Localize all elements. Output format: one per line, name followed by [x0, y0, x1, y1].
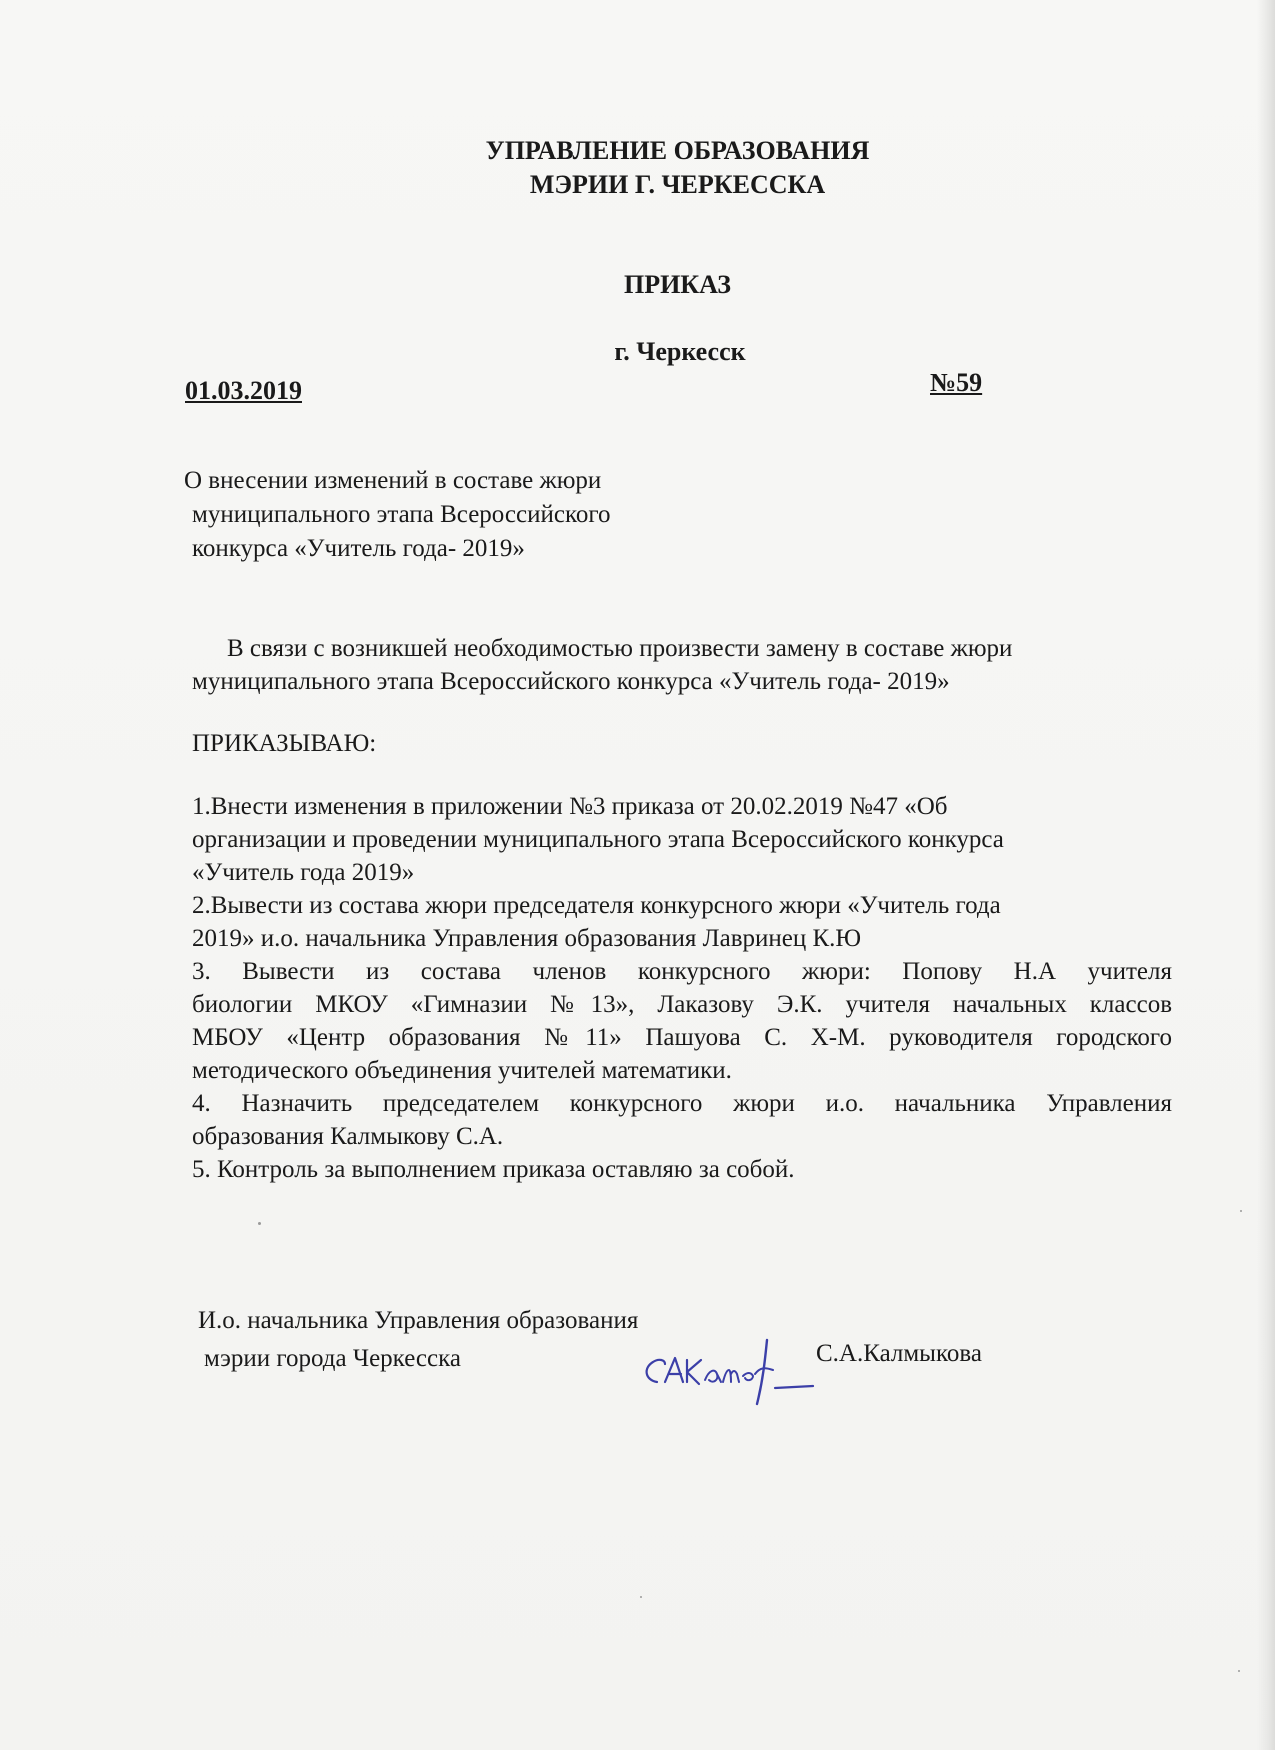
document-date: 01.03.2019	[185, 376, 302, 405]
scan-speck	[640, 1596, 642, 1598]
item-line: 2.Вывести из состава жюри председателя конкурсного жюри «Учитель года	[192, 892, 1001, 919]
order-items	[192, 790, 1172, 1186]
handwritten-signature	[635, 1330, 815, 1410]
subject-line: О внесении изменений в составе жюри	[184, 467, 602, 494]
item-line: 3. Вывести из состава членов конкурсного жюри: Попову Н.А учителя	[192, 958, 1172, 985]
intro-line: В связи с возникшей необходимостью произвести замену в составе жюри	[227, 635, 1013, 662]
document-type: ПРИКАЗ	[623, 270, 732, 299]
item-line: 4. Назначить председателем конкурсного жюри и.о. начальника Управления	[192, 1090, 1172, 1117]
signer-position	[198, 1302, 638, 1378]
document-number: №59	[930, 368, 983, 397]
signer-position-line: мэрии города Черкесска	[204, 1345, 461, 1372]
item-line: 5. Контроль за выполнением приказа оставляю за собой.	[192, 1156, 795, 1183]
signer-position-line: И.о. начальника Управления образования	[198, 1307, 639, 1334]
intro-line: муниципального этапа Всероссийского конкурса «Учитель года- 2019»	[192, 668, 950, 695]
item-line: 1.Внести изменения в приложении №3 приказа от 20.02.2019 №47 «Об	[192, 793, 948, 820]
item-line: «Учитель года 2019»	[192, 859, 415, 886]
item-line: биологии МКОУ «Гимназии №13», Лаказову Э.К. учителя начальных классов	[192, 991, 1172, 1018]
item-line: методического объединения учителей математики.	[192, 1057, 732, 1084]
header-line-1: УПРАВЛЕНИЕ ОБРАЗОВАНИЯ	[485, 136, 870, 165]
header-line-2: МЭРИИ Г. ЧЕРКЕССКА	[529, 170, 826, 199]
subject-line: муниципального этапа Всероссийского	[192, 501, 611, 528]
signer-name: С.А.Калмыкова	[816, 1340, 982, 1367]
scan-speck	[258, 1222, 261, 1225]
subject-line: конкурса «Учитель года- 2019»	[192, 535, 525, 562]
scan-speck	[1240, 1210, 1242, 1212]
scan-speck	[1238, 1670, 1240, 1672]
intro-paragraph	[192, 632, 1172, 698]
item-line: МБОУ «Центр образования №11» Пашуова С. Х-М. руководителя городского	[192, 1024, 1172, 1051]
document-subject	[184, 464, 610, 566]
item-line: образования Калмыкову С.А.	[192, 1123, 504, 1150]
scan-edge	[1257, 0, 1275, 1750]
order-word: ПРИКАЗЫВАЮ:	[192, 730, 377, 757]
item-line: 2019» и.о. начальника Управления образования Лавринец К.Ю	[192, 925, 862, 952]
document-city: г. Черкесск	[614, 337, 746, 366]
item-line: организации и проведении муниципального этапа Всероссийского конкурса	[192, 826, 1004, 853]
